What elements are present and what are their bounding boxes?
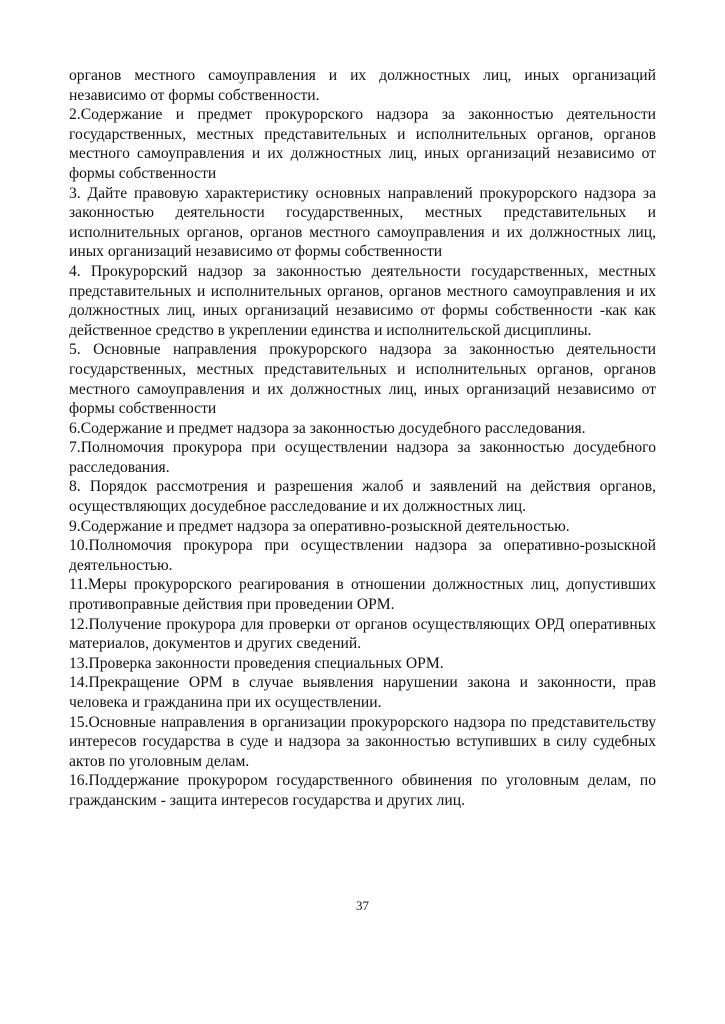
- paragraph-item-4: 4. Прокурорский надзор за законностью деятельности государственных, местных представительных и исполнительных органов, органов местного самоуправления и их должностных лиц, иных организаций независимо от формы собственности -как как действенное средство в укреплении единства и исполнительской дисциплины.: [69, 262, 656, 339]
- paragraph-item-6: 6.Содержание и предмет надзора за законностью досудебного расследования.: [69, 419, 586, 437]
- paragraph-item-8: 8. Порядок рассмотрения и разрешения жалоб и заявлений на действия органов, осуществляющих досудебное расследование и их должностных лиц.: [69, 478, 656, 516]
- paragraph-item-10: 10.Полномочия прокурора при осуществлении надзора за оперативно-розыскной деятельностью.: [69, 537, 656, 574]
- paragraph-item-16: 16.Поддержание прокурором государственного обвинения по уголовным делам, по гражданским - защита интересов государства и других лиц.: [69, 772, 656, 809]
- paragraph-item-2: 2.Содержание и предмет прокурорского надзора за законностью деятельности государственных, местных представительных и исполнительных органов, органов местного самоуправления и их должностных лиц, иных организаций независимо от формы собственности: [69, 106, 656, 182]
- paragraph-item-15: 15.Основные направления в организации прокурорского надзора по представительству интересов государства в суде и надзора за законностью вступивших в силу судебных актов по уголовным делам.: [69, 713, 656, 770]
- paragraph-item-11: 11.Меры прокурорского реагирования в отношении должностных лиц, допустивших противоправные действия при проведении ОРМ.: [69, 576, 656, 614]
- paragraph-item-13: 13.Проверка законности проведения специальных ОРМ.: [69, 654, 444, 672]
- paragraph-item-3: 3. Дайте правовую характеристику основных направлений прокурорского надзора за законностью деятельности государственных, местных представительных и исполнительных органов, органов местного самоуправления и их должностных лиц, иных организаций независимо от формы собственности: [69, 184, 656, 261]
- paragraph-item-9: 9.Содержание и предмет надзора за оперативно-розыскной деятельностью.: [69, 517, 570, 535]
- paragraph-continuation: органов местного самоуправления и их должностных лиц, иных организаций независимо от формы собственности.: [69, 67, 656, 104]
- paragraph-item-14: 14.Прекращение ОРМ в случае выявления нарушении закона и законности, прав человека и гражданина при их осуществлении.: [69, 674, 656, 711]
- document-body: [69, 66, 656, 811]
- paragraph-item-7: 7.Полномочия прокурора при осуществлении надзора за законностью досудебного расследования.: [69, 439, 656, 476]
- page-number: 37: [356, 898, 369, 913]
- paragraph-item-5: 5. Основные направления прокурорского надзора за законностью деятельности государственных, местных представительных и исполнительных органов, органов местного самоуправления и их должностных лиц, иных организаций независимо от формы собственности: [69, 341, 656, 418]
- paragraph-item-12: 12.Получение прокурора для проверки от органов осуществляющих ОРД оперативных материалов, документов и других сведений.: [69, 615, 656, 653]
